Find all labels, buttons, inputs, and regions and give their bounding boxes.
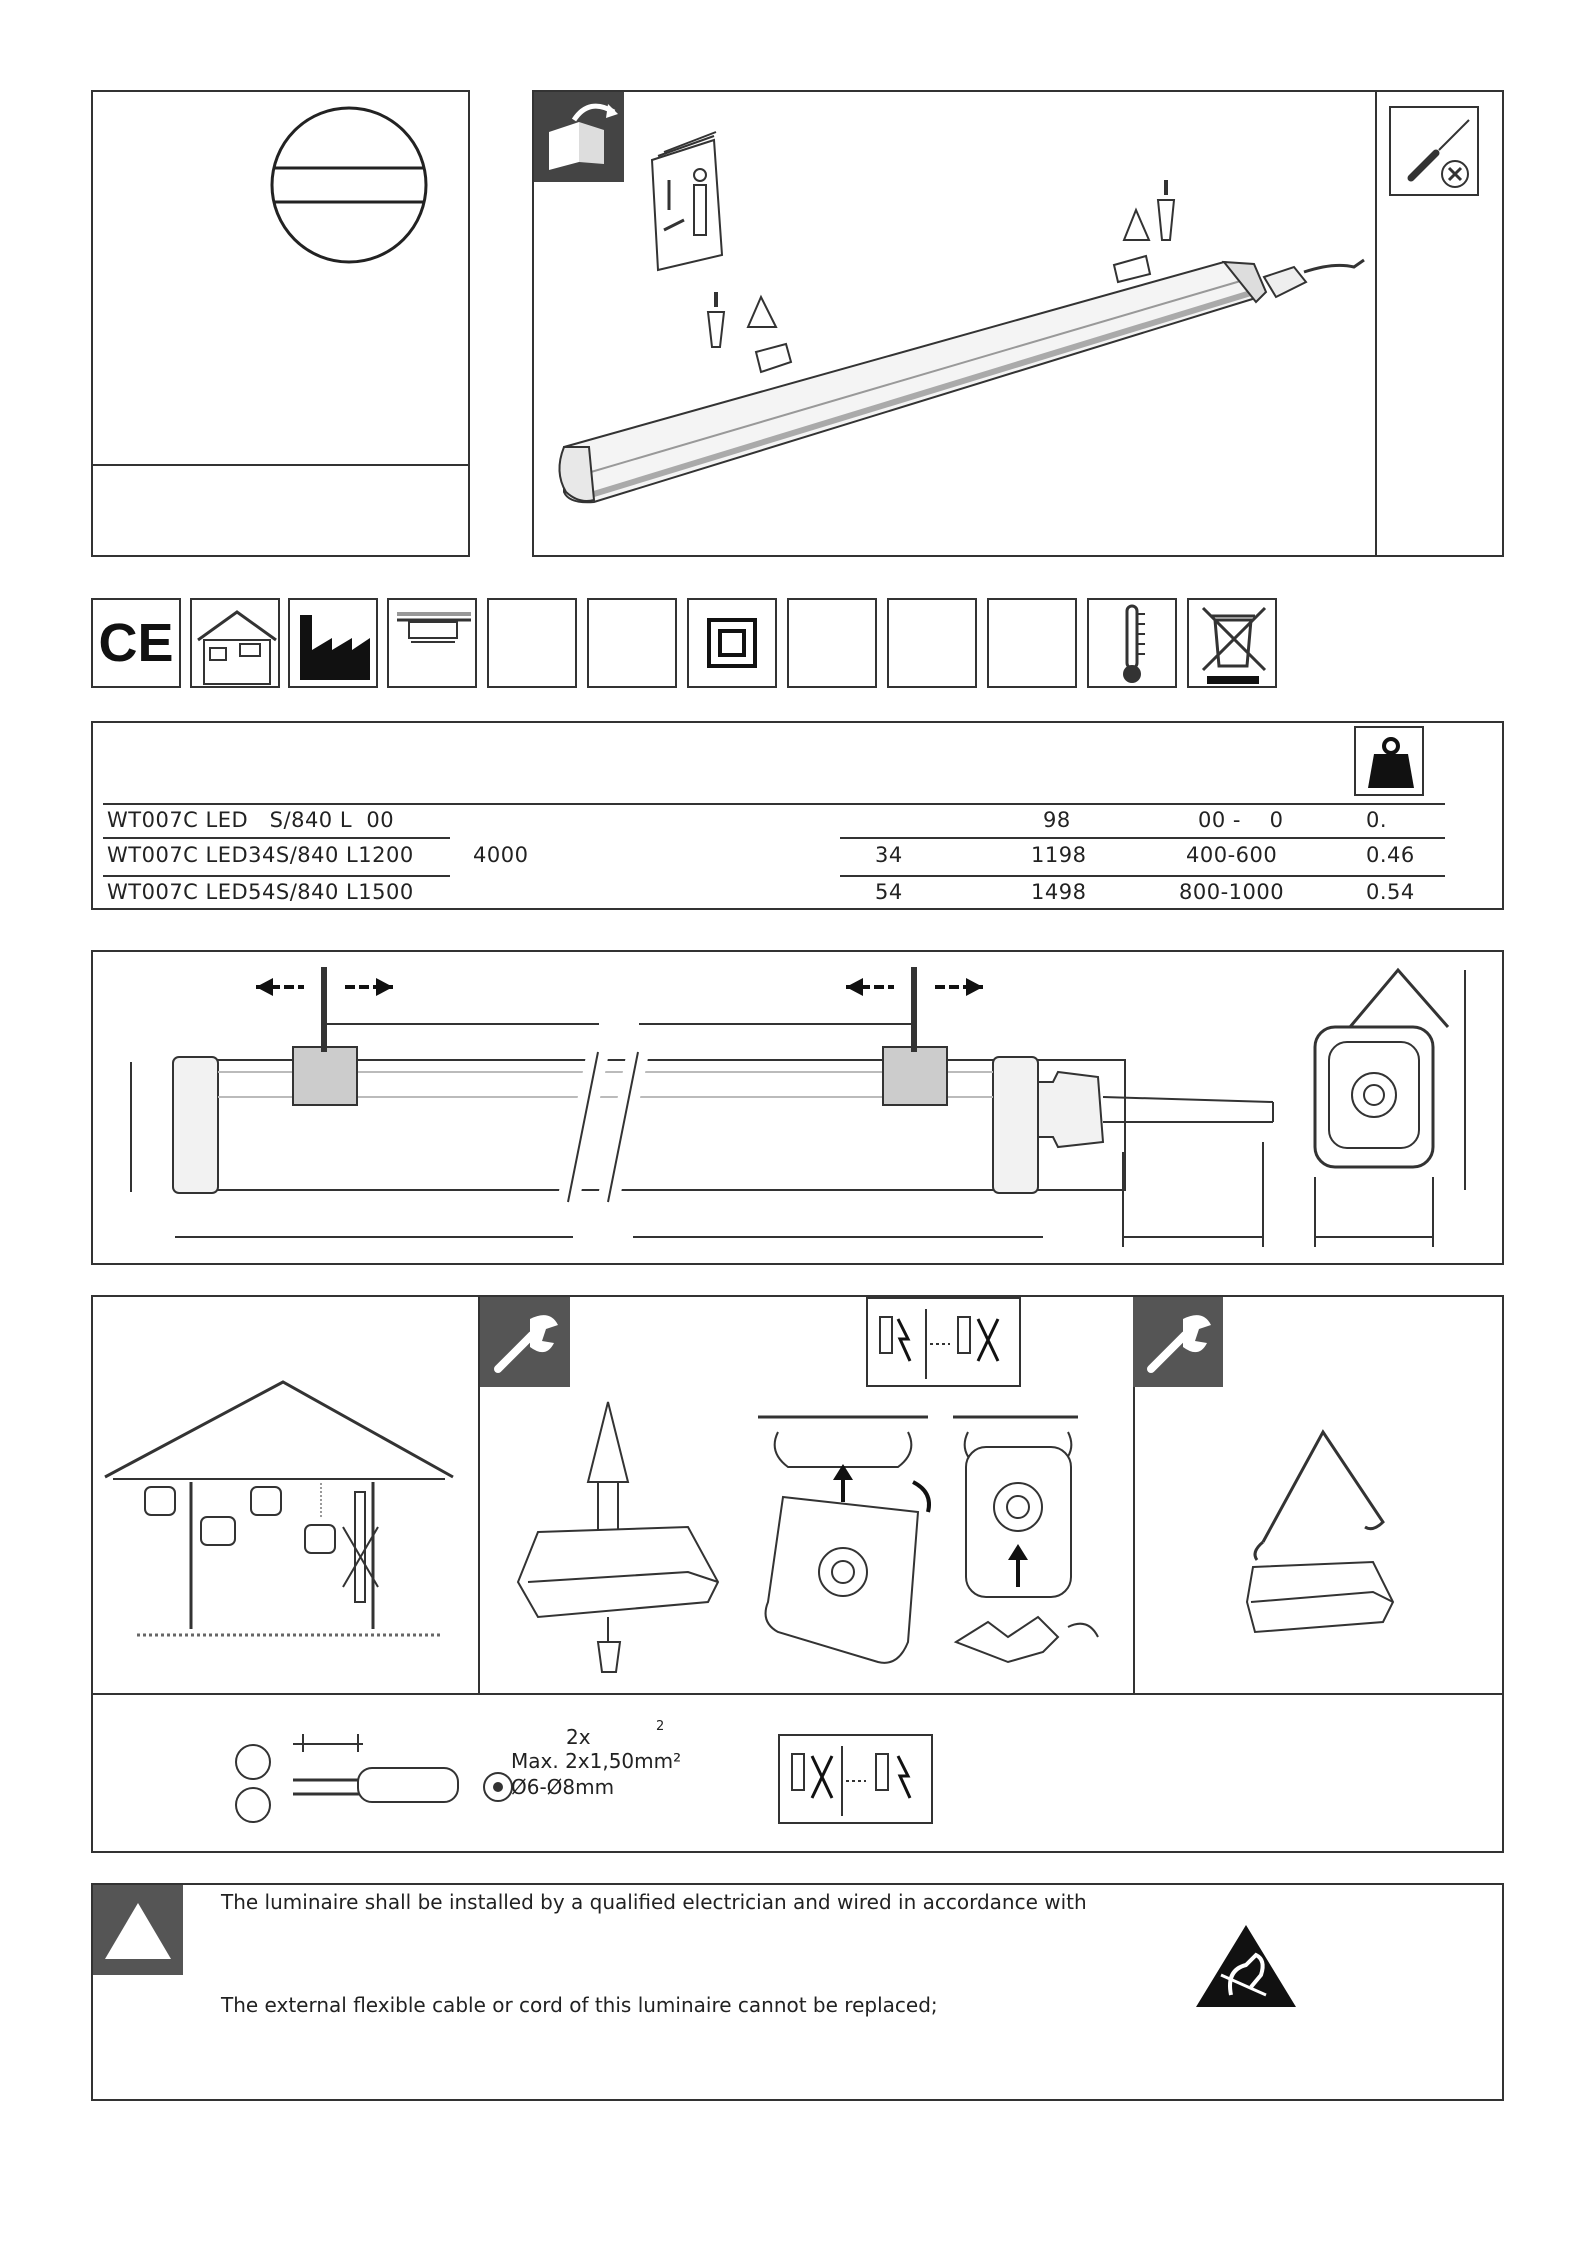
luminaire-section-icon [93, 92, 472, 559]
length-cell: 1498 [1031, 880, 1087, 904]
luminaire-side-view [93, 952, 1506, 1267]
length-cell: 98 [1043, 808, 1071, 832]
class-ii-icon [687, 598, 777, 688]
package-contents-panel [532, 90, 1504, 557]
luminaire-illustration [534, 92, 1394, 552]
lumen-cell: 00 - 0 [1198, 808, 1284, 832]
divider [93, 1693, 1502, 1695]
blank-symbol [587, 598, 677, 688]
weight-cell: 0. [1366, 808, 1388, 832]
indoor-use-icon [190, 598, 280, 688]
table-row-line [103, 875, 450, 877]
model-cell: WT007C LED34S/840 L1200 [107, 843, 414, 867]
power-on-icon [778, 1734, 933, 1824]
blank-symbol [787, 598, 877, 688]
power-cell: 54 [875, 880, 903, 904]
click-in-step-drawing [948, 1412, 1148, 1692]
indoor-installation-scene [93, 1297, 473, 1687]
ce-mark-text: CE [98, 613, 174, 673]
symbol-row [91, 598, 1281, 690]
tool-required-icon [1133, 1297, 1223, 1387]
blank-symbol [487, 598, 577, 688]
conductor-count: 2x [566, 1725, 591, 1749]
warning-text: The external flexible cable or cord of this luminaire cannot be replaced; [221, 1993, 938, 2017]
warning-icon [93, 1885, 183, 1975]
surface-mount-icon [387, 598, 477, 688]
blank-symbol [887, 598, 977, 688]
weight-cell: 0.46 [1366, 843, 1415, 867]
table-row-line [840, 875, 1445, 877]
blank-symbol [987, 598, 1077, 688]
spec-table [91, 721, 1504, 910]
conductor-superscript: 2 [656, 1719, 665, 1734]
weight-cell: 0.54 [1366, 880, 1415, 904]
divider [93, 464, 468, 466]
model-cell: WT007C LED54S/840 L1500 [107, 880, 414, 904]
table-row-line [840, 837, 1445, 839]
conductor-max-size: Max. 2x1,50mm² [511, 1749, 682, 1773]
length-cell: 1198 [1031, 843, 1087, 867]
lumen-cell: 400-600 [1186, 843, 1278, 867]
factory-icon [288, 598, 378, 688]
warning-panel [91, 1883, 1504, 2101]
hanger-bracket-drawing [1243, 1412, 1423, 1672]
thermometer-icon [1087, 598, 1177, 688]
lumen-cell: 800-1000 [1179, 880, 1285, 904]
power-off-icon [866, 1297, 1021, 1387]
tool-required-icon [480, 1297, 570, 1387]
installation-panel [91, 1295, 1504, 1853]
clip-on-step-drawing [748, 1412, 968, 1682]
cable-stripping-drawing [233, 1722, 533, 1842]
weee-bin-icon [1187, 598, 1277, 688]
cable-diameter: Ø6-Ø8mm [511, 1775, 615, 1799]
mounting-bracket-drawing [508, 1402, 738, 1682]
ce-mark-icon [91, 598, 181, 688]
cct-cell: 4000 [473, 843, 529, 867]
weight-icon [1354, 726, 1424, 796]
dimension-drawing [91, 950, 1504, 1265]
model-cell: WT007C LED S/840 L 00 [107, 808, 395, 832]
product-symbol-panel [91, 90, 470, 557]
warning-text: The luminaire shall be installed by a qualified electrician and wired in accordance with [221, 1890, 1087, 1914]
table-row-line [103, 837, 450, 839]
no-tools-icon [1389, 106, 1479, 196]
esd-warning-icon [1191, 1915, 1301, 2015]
table-header-line [103, 803, 1445, 805]
power-cell: 34 [875, 843, 903, 867]
